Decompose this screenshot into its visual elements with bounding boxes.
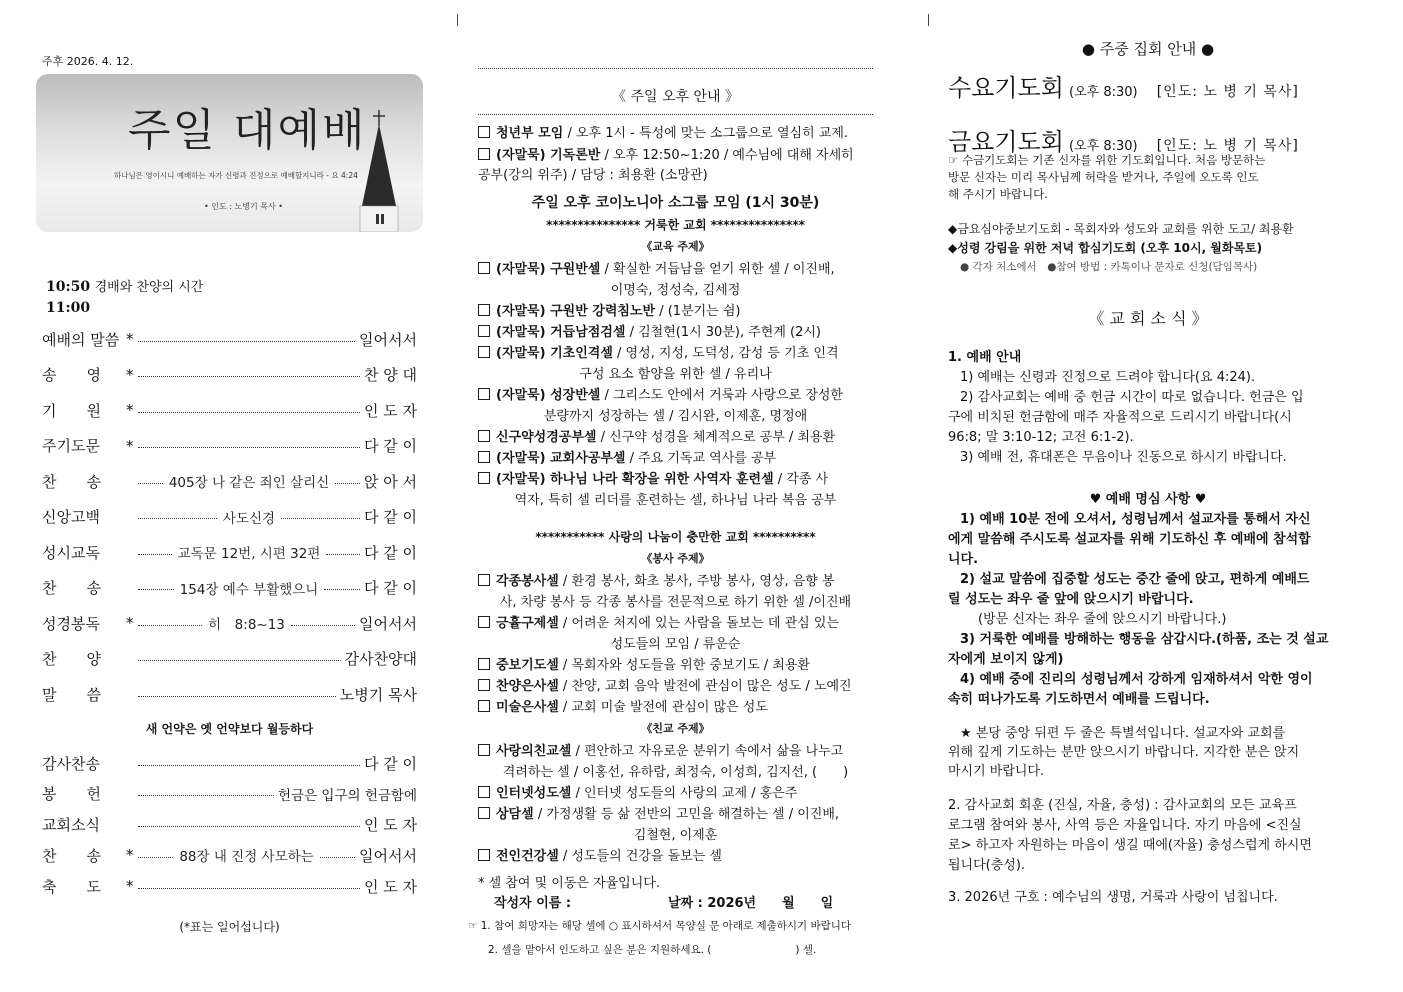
leader-dots (138, 554, 172, 555)
leader-dots (138, 795, 274, 796)
checkbox[interactable] (478, 304, 490, 316)
order-leader: 일어서서 (359, 330, 417, 349)
cell-item (478, 612, 873, 631)
order-leader: 인 도 자 (363, 877, 417, 896)
checkbox[interactable] (478, 744, 490, 756)
cell-desc: / 편안하고 자유로운 분위기 속에서 삶을 나누고 (571, 744, 844, 759)
checkbox[interactable] (478, 325, 490, 337)
order-label: 기 원 (42, 401, 101, 420)
checkbox[interactable] (478, 126, 490, 138)
cell-name: (자말묵) 교회사공부셀 (496, 451, 626, 466)
cell-name: 인터넷성도셀 (496, 786, 572, 801)
cell-name: (자말묵) 성장반셀 (496, 388, 601, 403)
sermon-title: 새 언약은 옛 언약보다 월등하다 (145, 722, 314, 736)
cell-name: 중보기도셀 (496, 658, 559, 673)
order-row (42, 875, 417, 897)
cell-desc-cont: 분량까지 성장하는 셀 / 김시완, 이제훈, 명정애 (543, 409, 808, 424)
friday-prayer: 금요기도회 (오후 8:30) [인도: 노 병 기 목사] (948, 128, 1299, 156)
leader-dots (138, 660, 341, 661)
order-label: 축 도 (42, 877, 101, 896)
cell-name: 긍휼구제셀 (496, 616, 559, 631)
order-label: 송 영 (42, 366, 101, 384)
worship-rules-title: ♥ 예배 명심 사항 ♥ (1089, 492, 1207, 507)
leader-dots (138, 696, 336, 697)
order-label: 찬 송 (42, 472, 101, 491)
order-label: 봉 헌 (42, 785, 101, 804)
list-item: 청년부 모임 / 오후 1시 - 특성에 맞는 소그룹으로 열심히 교제. (478, 122, 873, 141)
leader-dots (138, 412, 360, 413)
cell-name: (자말묵) 하나님 나라 확장을 위한 사역자 훈련셀 (496, 472, 774, 487)
prayer-method: ● 각자 처소에서 ●참여 방법 : 카톡이나 문자로 신청(담임목사) (960, 261, 1258, 273)
news-section-3: 3. 2026년 구호 : 예수님의 생명, 거룩과 사랑이 넘칩니다. (948, 890, 1278, 905)
worship-rules: 1) 예배 10분 전에 오셔서, 성령님께서 설교자를 통해서 자신 에게 말씀해 주시도록 설교자를 위해 기도하신 후 예배에 참석합 니다. 2) 설교 말씀에 집중할 성도는 중간 줄에 앉고, 편하게 예배드 릴 성도는 좌우 줄 앞에 앉으시기 바랍니다. (방문 신자는 좌우 줄에 앉으시기 바랍니다.) 3) 거룩한 예배를 방해하는 행동을 삼갑시다.(하품, 조는 것 설교 자에게 보이지 않게) 4) 예배 중에 진리의 성령님께서 강하게 임재하셔서 악한 영이 속히 떠나가도록 기도하면서 예배를 드립니다. (948, 512, 1329, 707)
note-2: 2. 셀을 맡아서 인도하고 싶은 분은 지원하세요. ( ) 셀. (488, 944, 817, 956)
cell-name: (자말묵) 기초인격셀 (496, 346, 613, 361)
order-detail: 히 8:8~13 (208, 617, 285, 633)
order-row (42, 683, 417, 705)
afternoon-title: 《 주일 오후 안내 》 (612, 89, 739, 105)
news-section-1: 1. 예배 안내 1) 예배는 신령과 진정으로 드려야 합니다(요 4:24). 2) 감사교회는 예배 중 헌금 시간이 따로 없습니다. 헌금은 입 구에 비치된 헌금함에 매주 자율적으로 드리시기 바랍니다(시 96:8; 말 3:10-12; 고전 6:1-2). 3) 예배 전, 휴대폰은 무음이나 진동으로 하시기 바랍니다. (948, 350, 1304, 465)
order-leader: 인 도 자 (363, 401, 417, 420)
cell-item (478, 740, 873, 759)
order-row (42, 814, 417, 836)
order-detail: 88장 내 진정 사모하는 (179, 849, 314, 866)
order-label: 성경봉독 (42, 614, 100, 633)
order-label: 찬 송 (42, 846, 101, 865)
church-steeple-icon (354, 110, 404, 232)
order-row (42, 399, 417, 421)
cell-item (478, 447, 873, 466)
cell-desc: / (1분기는 쉼) (655, 304, 741, 319)
order-leader: 일어서서 (359, 846, 418, 865)
cell-item (478, 782, 873, 801)
cell-desc-cont: 역자, 특히 셀 리더를 훈련하는 셀, 하나님 나라 복음 공부 (514, 493, 837, 508)
cell-name: (자말묵) 거듭남점검셀 (496, 325, 626, 340)
date-field: 날짜 : 2026년 월 일 (668, 896, 834, 911)
order-row (42, 364, 417, 386)
checkbox[interactable] (478, 786, 490, 798)
wednesday-prayer: 수요기도회 (오후 8:30) [인도: 노 병 기 목사] (948, 74, 1299, 102)
dotted-divider (478, 114, 873, 115)
cell-desc: / 교회 미술 발전에 관심이 많은 성도 (558, 700, 768, 715)
leader-dots (291, 625, 355, 626)
order-leader: 감사찬양대 (344, 650, 417, 668)
checkbox[interactable] (478, 679, 490, 691)
order-leader: 다 같 이 (363, 508, 417, 526)
leader-dots (324, 589, 360, 590)
order-row (42, 577, 417, 599)
leader-dots (138, 447, 360, 448)
checkbox[interactable] (478, 148, 490, 160)
cell-item (478, 300, 873, 319)
order-leader: 인 도 자 (363, 816, 417, 835)
order-leader: 앉 아 서 (364, 472, 418, 491)
order-label: 말 씀 (42, 685, 101, 704)
cell-item (478, 654, 873, 673)
stand-mark: * (126, 614, 134, 632)
cell-desc-cont: 이명숙, 정성숙, 김세정 (610, 283, 741, 298)
leader-dots (138, 518, 217, 519)
order-leader: 찬 양 대 (363, 366, 417, 384)
order-row (42, 844, 417, 866)
cell-name: (자말묵) 구원반 강력침노반 (496, 304, 656, 319)
cell-desc: / 성도들의 건강을 돌보는 셀 (558, 849, 722, 864)
cell-desc: / 확실한 거듭남을 얻기 위한 셀 / 이진배, (600, 262, 835, 277)
special-seat-note: ★ 본당 중앙 뒤편 두 줄은 특별석입니다. 설교자와 교회를 위해 깊게 기도하는 분만 앉으시기 바랍니다. 지각한 분은 앉지 마시기 바랍니다. (948, 726, 1300, 779)
page-divider-right (928, 14, 929, 26)
cell-desc: / 그리스도 안에서 거룩과 사랑으로 장성한 (600, 388, 843, 403)
cell-item (478, 675, 873, 694)
free-note: * 셀 참여 및 이동은 자율입니다. (478, 876, 660, 891)
cell-item (478, 696, 873, 715)
praise-time: 10:50 경배와 찬양의 시간 (46, 279, 204, 295)
list-item: (자말묵) 기독론반 / 오후 12:50~1:20 / 예수님에 대해 자세히 (478, 144, 873, 163)
stand-mark: * (126, 365, 134, 384)
leader-dots (138, 857, 173, 858)
order-row (42, 541, 417, 563)
order-label: 성시교독 (42, 543, 100, 562)
checkbox[interactable] (478, 616, 490, 628)
cell-item (478, 468, 873, 487)
cell-desc-cont: 김철현, 이제훈 (633, 828, 718, 843)
leader-dots (138, 341, 355, 342)
cell-desc: / 어려운 처지에 있는 사람을 돌보는 데 관심 있는 (558, 616, 839, 631)
edu-topic: 《교육 주제》 (641, 240, 710, 253)
order-detail: 154장 예수 부활했으니 (179, 581, 319, 598)
cell-desc-cont: 사, 차량 봉사 등 각종 봉사를 전문적으로 하기 위한 셀 /이진배 (499, 595, 852, 610)
checkbox[interactable] (478, 700, 490, 712)
leader-dots (320, 857, 355, 858)
stand-mark: * (126, 436, 134, 455)
dotted-divider (478, 68, 873, 69)
friday-note: ☞ 수금기도회는 기존 신자를 위한 기도회입니다. 처음 방문하는 방문 신자는 미리 목사님께 허락을 받거나, 주일에 오도록 인도 해 주시기 바랍니다. (948, 153, 1266, 201)
order-detail: 사도신경 (222, 510, 276, 527)
worship-time: 11:00 (46, 300, 91, 316)
leader-dots (138, 589, 174, 590)
cell-desc-cont: 성도들의 모임 / 류운순 (610, 637, 741, 652)
order-label: 신앙고백 (42, 508, 100, 526)
writer-label: 작성자 이름 : (494, 896, 572, 911)
cell-name: 찬양은사셀 (496, 679, 559, 694)
order-row (42, 648, 417, 670)
order-label: 교회소식 (42, 816, 100, 835)
checkbox[interactable] (478, 849, 490, 861)
cell-desc: / 가정생활 등 삶 전반의 고민을 해결하는 셀 / 이진배, (533, 807, 840, 822)
order-label: 감사찬송 (42, 754, 100, 773)
leader-dots (138, 888, 360, 889)
cell-desc: / 환경 봉사, 화초 봉사, 주방 봉사, 영상, 음향 봉 (558, 574, 835, 589)
cell-item (478, 426, 873, 445)
cell-item (478, 258, 873, 277)
bulletin-date: 주후 2026. 4. 12. (42, 55, 134, 68)
cell-desc: / 각종 사 (773, 472, 829, 487)
list-item-cont: 공부(강의 위주) / 담당 : 최용환 (소망관) (478, 168, 708, 183)
cell-item (478, 384, 873, 403)
fellowship-topic: 《친교 주제》 (641, 722, 710, 735)
note-1: ☞ 1. 참여 희망자는 해당 셀에 ○ 표시하셔서 목양실 문 아래로 제출하시기 바랍니다 (468, 920, 852, 932)
stand-mark: * (126, 877, 134, 896)
cell-name: 상담셀 (496, 807, 534, 822)
order-row (42, 612, 417, 634)
order-leader: 일어서서 (359, 614, 418, 633)
cell-item (478, 321, 873, 340)
order-label: 주기도문 (42, 437, 100, 455)
section-holy: *************** 거룩한 교회 *************** (546, 218, 805, 232)
leader-dots (138, 376, 360, 377)
order-label: 찬 양 (42, 650, 101, 668)
weekly-title: ● 주중 집회 안내 ● (1081, 40, 1215, 58)
checkbox[interactable] (478, 430, 490, 442)
checkbox[interactable] (478, 472, 490, 484)
section-love: *********** 사랑의 나눔이 충만한 교회 ********** (535, 530, 816, 544)
leader-dots (138, 625, 202, 626)
order-row (42, 328, 417, 350)
banner-verse: 하나님은 영이시니 예배하는 자가 신령과 진정으로 예배할지니라 - 요 4:24 (114, 171, 358, 180)
order-row (42, 783, 417, 805)
order-leader: 다 같 이 (364, 579, 418, 597)
order-leader: 다 같 이 (363, 754, 417, 773)
stand-mark: * (126, 401, 134, 419)
cell-name: 전인건강셀 (496, 849, 559, 864)
checkbox[interactable] (478, 658, 490, 670)
cell-name: 각종봉사셀 (496, 574, 559, 589)
checkbox[interactable] (478, 346, 490, 358)
prayer-item: ◆금요심야중보기도회 - 목회자와 성도와 교회를 위한 도고/ 최용환 (948, 222, 1294, 236)
leader-dots (138, 765, 360, 766)
checkbox[interactable] (478, 807, 490, 819)
order-row (42, 752, 417, 774)
service-topic: 《봉사 주제》 (641, 552, 710, 565)
stand-note: (*표는 일어섭니다) (179, 920, 280, 934)
cell-desc: / 김철현(1시 30분), 주현계 (2시) (625, 325, 822, 340)
leader-dots (281, 518, 360, 519)
order-leader: 다 같 이 (363, 437, 417, 455)
prayer-item: ◆성령 강림을 위한 저녁 합심기도회 (오후 10시, 월화목토) (948, 241, 1263, 255)
banner-title: 주일 대예배 (128, 105, 367, 156)
news-title: 《 교 회 소 식 》 (1088, 309, 1208, 328)
order-leader: 헌금은 입구의 헌금함에 (278, 787, 417, 804)
order-leader: 노병기 목사 (339, 685, 417, 704)
cell-item (478, 803, 873, 822)
leader-dots (326, 554, 360, 555)
page-divider-left (457, 14, 458, 26)
order-label: 찬 송 (42, 579, 101, 597)
order-row (42, 470, 417, 492)
cell-name: (자말묵) 구원반셀 (496, 262, 601, 277)
stand-mark: * (126, 330, 134, 348)
stand-mark: * (126, 846, 134, 865)
leader-dots (335, 483, 360, 484)
koinonia-title: 주일 오후 코이노니아 소그룹 모임 (1시 30분) (531, 195, 820, 211)
checkbox[interactable] (478, 388, 490, 400)
order-detail: 405장 나 같은 죄인 살리신 (168, 475, 330, 491)
order-detail: 교독문 12번, 시편 32편 (177, 546, 321, 562)
order-row (42, 435, 417, 457)
banner-leader: • 인도 : 노병기 목사 • (204, 202, 283, 211)
cell-item (478, 570, 873, 589)
cell-name: 미술은사셀 (496, 700, 559, 715)
checkbox[interactable] (478, 574, 490, 586)
news-section-2: 2. 감사교회 회훈 (진실, 자율, 충성) : 감사교회의 모든 교육프 로그램 참여와 봉사, 사역 등은 자율입니다. 자기 마음에 <진실 로> 하고자 자원하는 마음이 생길 때에(자율) 충성스럽게 하시면 됩니다(충성). (948, 798, 1312, 873)
cell-desc-cont: 구성 요소 함양을 위한 셀 / 유리나 (579, 367, 772, 382)
cell-desc: / 신구약 성경을 체계적으로 공부 / 최용환 (596, 430, 836, 445)
cell-desc: / 영성, 지성, 도덕성, 감성 등 기초 인격 (612, 346, 839, 361)
cell-desc: / 인터넷 성도들의 사랑의 교제 / 홍은주 (571, 786, 798, 801)
order-label: 예배의 말씀 (42, 330, 120, 349)
cell-desc-cont: 격려하는 셀 / 이홍선, 유하람, 최정숙, 이성희, 김지선, ( ) (502, 765, 849, 780)
cell-desc: / 목회자와 성도들을 위한 중보기도 / 최용환 (558, 658, 810, 673)
cell-desc: / 찬양, 교회 음악 발전에 관심이 많은 성도 / 노예진 (558, 679, 852, 694)
cell-name: 신구약성경공부셀 (496, 430, 597, 445)
leader-dots (138, 826, 360, 827)
order-leader: 다 같 이 (364, 543, 418, 562)
checkbox[interactable] (478, 451, 490, 463)
cell-name: 사랑의친교셀 (496, 744, 572, 759)
cell-desc: / 주요 기독교 역사를 공부 (625, 451, 777, 466)
worship-banner (36, 74, 423, 232)
cell-item (478, 845, 873, 864)
order-row (42, 506, 417, 528)
cell-item (478, 342, 873, 361)
checkbox[interactable] (478, 262, 490, 274)
leader-dots (138, 483, 163, 484)
